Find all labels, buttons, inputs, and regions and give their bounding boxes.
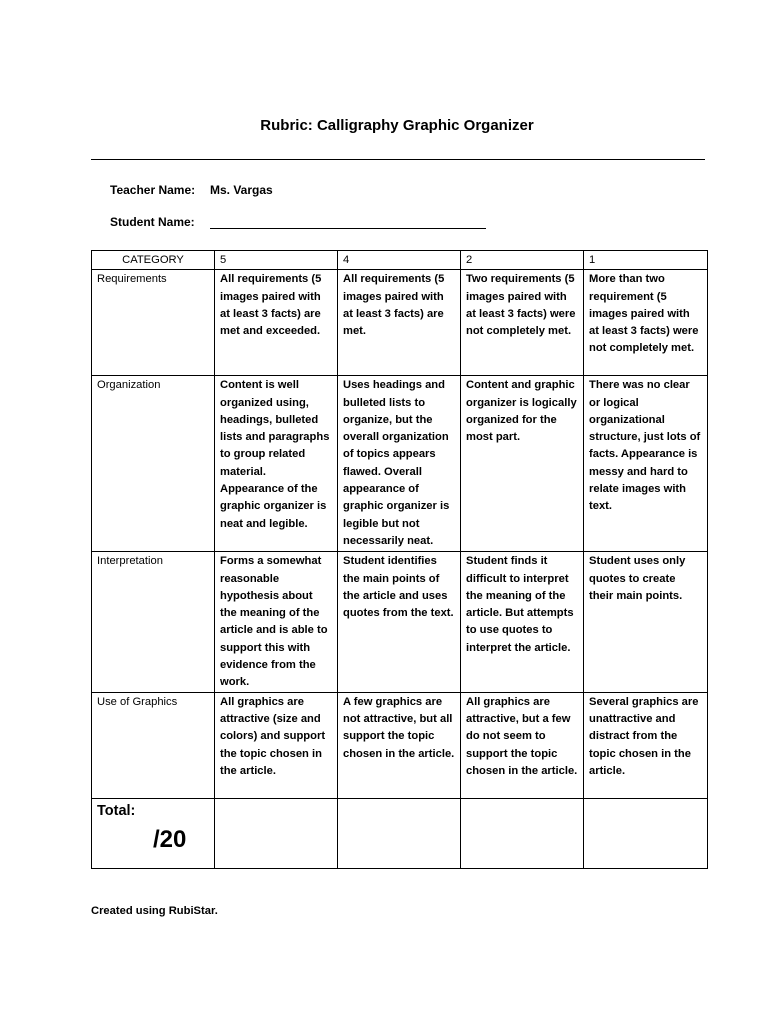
title-divider: [91, 159, 705, 160]
table-cell: Two requirements (5 images paired with at least 3 facts) were not completely met.: [461, 270, 584, 376]
table-cell: Student finds it difficult to interpret the meaning of the article. But attempts to use quotes to interpret the article.: [461, 552, 584, 692]
header-score-5: 5: [215, 251, 338, 270]
table-cell: Student uses only quotes to create their main points.: [584, 552, 708, 692]
table-cell: All requirements (5 images paired with at least 3 facts) are met.: [338, 270, 461, 376]
row-category: Use of Graphics: [92, 692, 215, 798]
header-score-4: 4: [338, 251, 461, 270]
rubric-table: [91, 250, 708, 869]
table-cell: A few graphics are not attractive, but all support the topic chosen in the article.: [338, 692, 461, 798]
empty-cell: [584, 798, 708, 868]
header-score-1: 1: [584, 251, 708, 270]
table-cell: Student identifies the main points of the article and uses quotes from the text.: [338, 552, 461, 692]
table-cell: Several graphics are unattractive and distract from the topic chosen in the article.: [584, 692, 708, 798]
empty-cell: [215, 798, 338, 868]
empty-cell: [338, 798, 461, 868]
empty-cell: [461, 798, 584, 868]
table-cell: Content is well organized using, headings, bulleted lists and paragraphs to group related material. Appearance of the graphic organizer is neat and legible.: [215, 376, 338, 552]
total-value: /20: [153, 825, 187, 853]
table-row: [92, 552, 708, 692]
teacher-name: Ms. Vargas: [210, 183, 273, 197]
row-category: Interpretation: [92, 552, 215, 692]
table-cell: Content and graphic organizer is logically organized for the most part.: [461, 376, 584, 552]
total-label: Total:: [97, 802, 136, 819]
student-label: Student Name:: [110, 215, 195, 229]
table-cell: All graphics are attractive, but a few do not seem to support the topic chosen in the article.: [461, 692, 584, 798]
teacher-line: [110, 183, 273, 197]
student-line: [110, 215, 486, 229]
total-row: [92, 798, 708, 868]
table-cell: There was no clear or logical organizational structure, just lots of facts. Appearance is messy and hard to relate images with text.: [584, 376, 708, 552]
document-title: Rubric: Calligraphy Graphic Organizer: [260, 117, 534, 134]
table-row: [92, 270, 708, 376]
table-cell: More than two requirement (5 images paired with at least 3 facts) were not completely met.: [584, 270, 708, 376]
teacher-label: Teacher Name:: [110, 183, 196, 197]
table-row: [92, 376, 708, 552]
table-cell: All requirements (5 images paired with at least 3 facts) are met and exceeded.: [215, 270, 338, 376]
row-category: Organization: [92, 376, 215, 552]
table-row: [92, 692, 708, 798]
student-name-blank: [210, 216, 486, 229]
row-category: Requirements: [92, 270, 215, 376]
total-cell: [92, 798, 215, 868]
table-cell: Forms a somewhat reasonable hypothesis about the meaning of the article and is able to support this with evidence from the work.: [215, 552, 338, 692]
header-row: [92, 251, 708, 270]
header-score-2: 2: [461, 251, 584, 270]
footer-credit: Created using RubiStar.: [91, 905, 218, 917]
header-category: CATEGORY: [92, 251, 215, 270]
table-cell: Uses headings and bulleted lists to organize, but the overall organization of topics appears flawed. Overall appearance of graphic organizer is legible but not necessarily neat.: [338, 376, 461, 552]
table-cell: All graphics are attractive (size and colors) and support the topic chosen in the article.: [215, 692, 338, 798]
